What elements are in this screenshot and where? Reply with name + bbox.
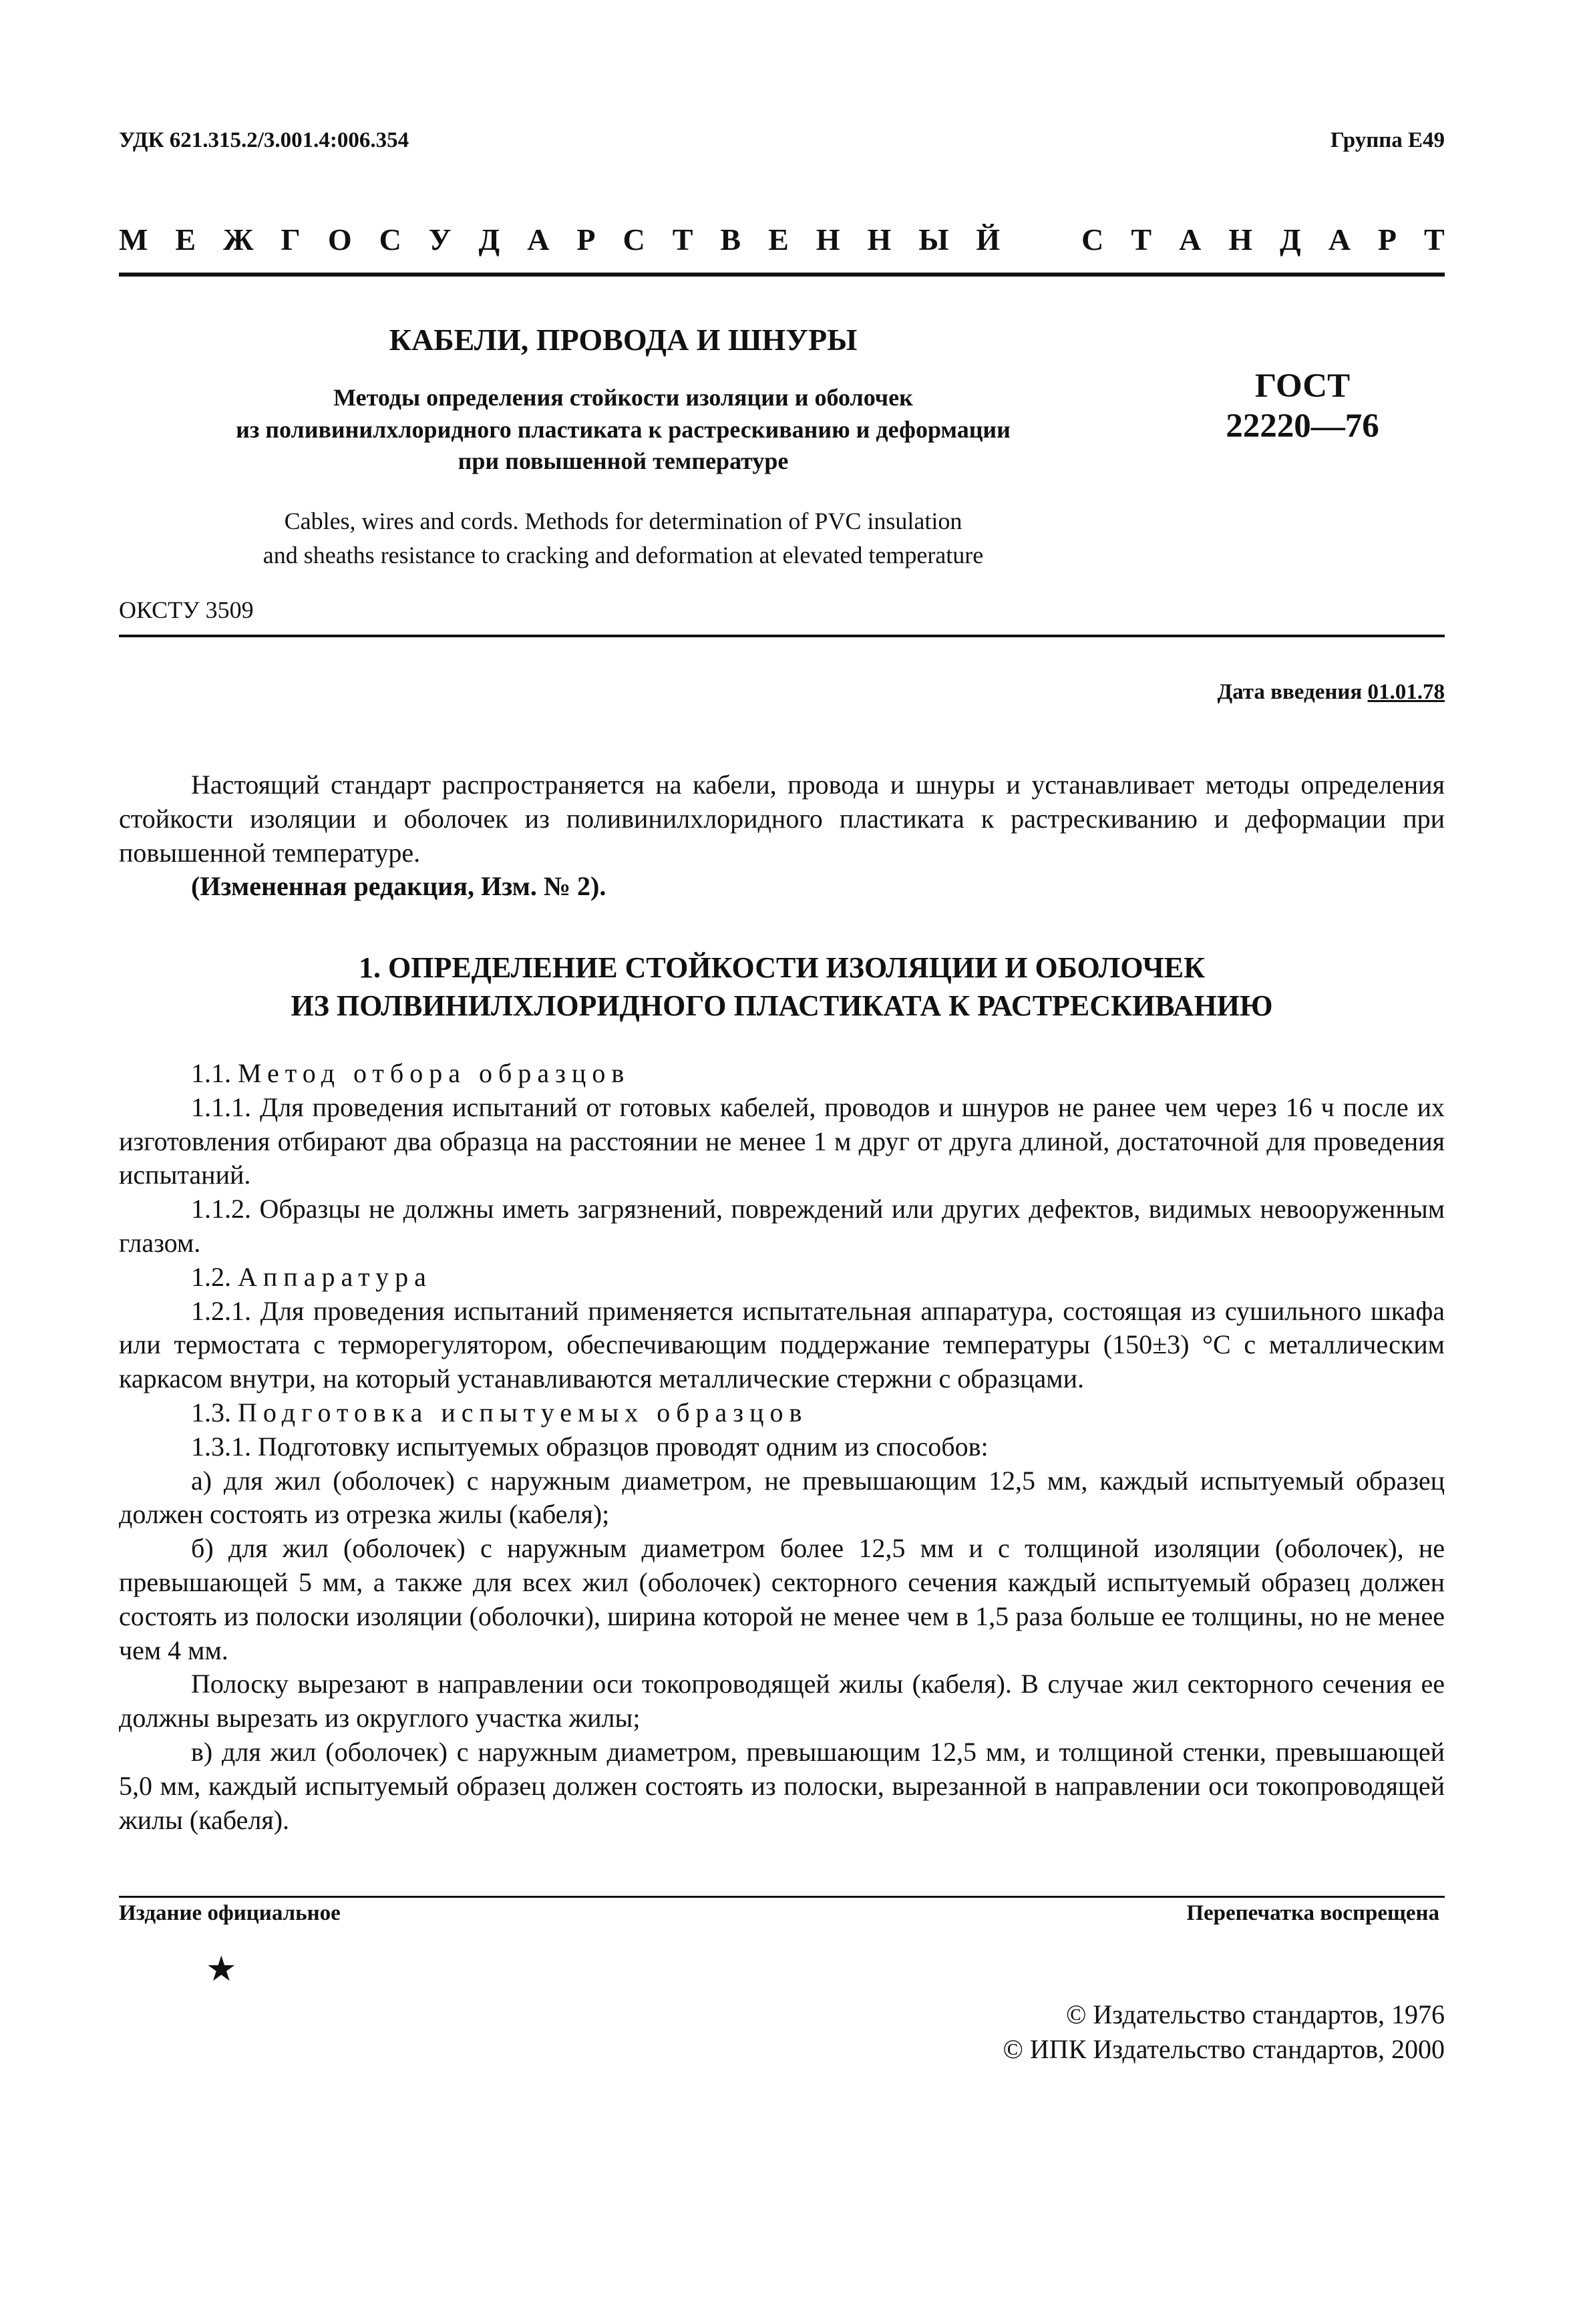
section-1-heading-line-2: ИЗ ПОЛВИНИЛХЛОРИДНОГО ПЛАСТИКАТА К РАСТРЕСКИВАНИЮ: [291, 989, 1273, 1023]
banner-letter: Е: [175, 222, 196, 257]
banner-letter: С: [379, 222, 401, 257]
banner-letter: Г: [281, 222, 301, 257]
banner-letter: Ж: [223, 222, 254, 257]
udk-code: УДК 621.315.2/3.001.4:006.354: [119, 128, 409, 152]
copyright-2000: © ИПК Издательство стандартов, 2000: [1003, 2034, 1445, 2064]
intro-paragraph: Настоящий стандарт распространяется на кабели, провода и шнуры и устанавливает методы определения стойкости изоляции и оболочек из поливинилхлоридного пластиката к растрескиванию и деформации при повышенной температуре.: [119, 770, 1445, 868]
banner-letter: С: [1081, 222, 1104, 257]
amendment-note: (Измененная редакция, Изм. № 2).: [191, 871, 606, 902]
footer-rule: [119, 1896, 1445, 1898]
copyright-block: [1003, 1997, 1445, 2067]
clause-1-1-1: 1.1.1. Для проведения испытаний от готовых кабелей, проводов и шнуров не ранее чем через 16 ч после их изготовления отбирают два образца на расстоянии не менее 1 м друг от друга длиной, достаточной для проведения испытаний.: [119, 1092, 1445, 1190]
section-1-body: [119, 1057, 1445, 1837]
gost-designation: [1179, 366, 1426, 446]
banner-letter: А: [527, 222, 550, 257]
english-title-line-2: and sheaths resistance to cracking and deformation at elevated temperature: [262, 542, 984, 569]
banner-letter: А: [1179, 222, 1202, 257]
introduction-date: [1217, 680, 1445, 705]
document-title: КАБЕЛИ, ПРОВОДА И ШНУРЫ: [389, 323, 858, 357]
clause-1-1-number: 1.1.: [191, 1058, 231, 1088]
star-icon: ★: [206, 1951, 237, 1989]
banner-letter: М: [119, 222, 148, 257]
banner-letter: Н: [1228, 222, 1253, 257]
clause-1-2-1: 1.2.1. Для проведения испытаний применяется испытательная аппаратура, состоящая из сушильного шкафа или термостата с терморегулятором, обеспечивающим поддержание температуры (150±3) °С с металлическим каркасом внутри, на который устанавливаются металлические стержни с образцами.: [119, 1295, 1445, 1394]
clause-1-1: [119, 1057, 1445, 1091]
introduction-date-label: Дата введения: [1217, 680, 1363, 704]
subtitle-line-3: при повышенной температуре: [458, 448, 789, 475]
clause-1-2-number: 1.2.: [191, 1261, 231, 1292]
clause-1-3-1-a: а) для жил (оболочек) с наружным диаметром, не превышающим 12,5 мм, каждый испытуемый образец должен состоять из отрезка жилы (кабеля);: [119, 1465, 1445, 1530]
clause-1-3-1-b: б) для жил (оболочек) с наружным диаметром более 12,5 мм и с толщиной изоляции (оболочек), не превышающей 5 мм, а также для всех жил (оболочек) секторного сечения каждый испытуемый образец должен состоять из полоски изоляции (оболочки), ширина которой не менее чем в 1,5 раза больше ее толщины, но не менее чем 4 мм.: [119, 1533, 1445, 1665]
banner-letter: Ы: [918, 222, 949, 257]
banner-letter: Е: [768, 222, 789, 257]
banner-word-gap: [1027, 222, 1054, 257]
english-title: [119, 504, 1127, 572]
banner-letter: Т: [672, 222, 693, 257]
clause-1-3-1-v: в) для жил (оболочек) с наружным диаметром, превышающим 12,5 мм, и толщиной стенки, превышающей 5,0 мм, каждый испытуемый образец должен состоять из полоски, вырезанной в направлении оси токопроводящей жилы (кабеля).: [119, 1736, 1445, 1835]
english-title-line-1: Cables, wires and cords. Methods for determination of PVC insulation: [284, 508, 962, 534]
reprint-prohibited-label: Перепечатка воспрещена: [1186, 1901, 1439, 1925]
banner-letter: А: [1328, 222, 1351, 257]
banner-letter: Д: [478, 222, 500, 257]
intro-section: [119, 768, 1445, 904]
interstate-standard-banner: [119, 222, 1445, 257]
banner-letter: Р: [1377, 222, 1397, 257]
banner-letter: Н: [816, 222, 840, 257]
group-code: Группа Е49: [1330, 128, 1445, 152]
gost-number: 22220—76: [1226, 407, 1379, 446]
oksty-code: ОКСТУ 3509: [119, 597, 254, 623]
clause-1-3-number: 1.3.: [191, 1397, 231, 1428]
clause-1-3-1: 1.3.1. Подготовку испытуемых образцов проводят одним из способов:: [191, 1431, 989, 1462]
banner-letter: Р: [576, 222, 596, 257]
subtitle-line-1: Методы определения стойкости изоляции и оболочек: [333, 384, 913, 411]
clause-1-3-title: Подготовка испытуемых образцов: [238, 1397, 808, 1428]
gost-label: ГОСТ: [1254, 367, 1351, 405]
title-rule: [119, 635, 1445, 637]
banner-letter: У: [428, 222, 452, 257]
section-1-heading: [119, 949, 1445, 1025]
banner-letter: В: [720, 222, 741, 257]
introduction-date-value: 01.01.78: [1367, 680, 1445, 704]
banner-letter: Т: [1131, 222, 1152, 257]
banner-letter: С: [623, 222, 645, 257]
header-rule: [119, 273, 1445, 277]
subtitle-line-2: из поливинилхлоридного пластиката к растрескиванию и деформации: [236, 416, 1011, 443]
official-edition-label: Издание официальное: [119, 1901, 341, 1925]
banner-letter: Н: [867, 222, 892, 257]
clause-1-2: [119, 1261, 1445, 1295]
clause-1-3: [119, 1396, 1445, 1430]
clause-1-1-title: Метод отбора образцов: [238, 1058, 631, 1088]
copyright-1976: © Издательство стандартов, 1976: [1065, 1999, 1445, 2029]
strip-paragraph: Полоску вырезают в направлении оси токопроводящей жилы (кабеля). В случае жил секторного сечения ее должны вырезать из округлого участка жилы;: [119, 1669, 1445, 1733]
clause-1-1-2: 1.1.2. Образцы не должны иметь загрязнений, повреждений или других дефектов, видимых невооруженным глазом.: [119, 1194, 1445, 1258]
document-subtitle: [119, 382, 1127, 478]
banner-letter: Й: [976, 222, 1001, 257]
banner-letter: Д: [1280, 222, 1301, 257]
banner-letter: Т: [1424, 222, 1445, 257]
clause-1-2-title: Аппаратура: [238, 1261, 432, 1292]
banner-letter: О: [327, 222, 352, 257]
section-1-heading-line-1: 1. ОПРЕДЕЛЕНИЕ СТОЙКОСТИ ИЗОЛЯЦИИ И ОБОЛОЧЕК: [359, 951, 1205, 984]
